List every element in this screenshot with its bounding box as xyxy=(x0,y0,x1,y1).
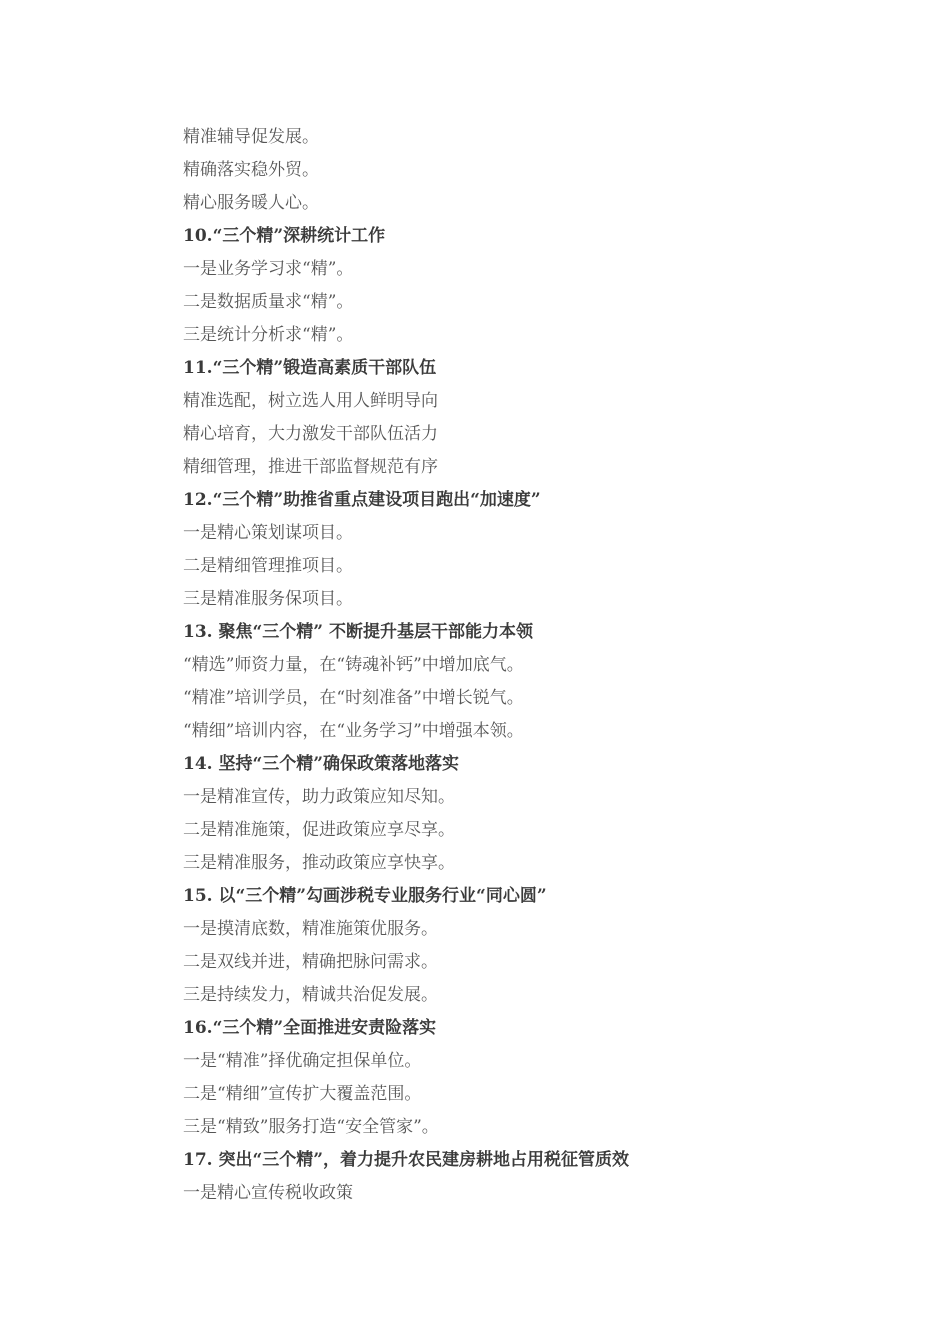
body-line: 精细管理，推进干部监督规范有序 xyxy=(183,457,438,477)
body-line: 二是双线并进，精确把脉问需求。 xyxy=(183,952,438,972)
section-heading: 16.“三个精”全面推进安责险落实 xyxy=(183,1018,437,1038)
document-body xyxy=(183,121,883,1210)
body-line: 二是精准施策，促进政策应享尽享。 xyxy=(183,820,455,840)
body-line: 一是摸清底数，精准施策优服务。 xyxy=(183,919,438,939)
body-line: 二是精细管理推项目。 xyxy=(183,556,353,576)
body-line: 一是精心策划谋项目。 xyxy=(183,523,353,543)
body-line: 二是“精细”宣传扩大覆盖范围。 xyxy=(183,1084,422,1104)
section-heading: 11.“三个精”锻造高素质干部队伍 xyxy=(183,358,437,378)
body-line: 三是精准服务，推动政策应享快享。 xyxy=(183,853,455,873)
body-line: 一是“精准”择优确定担保单位。 xyxy=(183,1051,422,1071)
body-line: 精心培育，大力激发干部队伍活力 xyxy=(183,424,438,444)
section-heading: 13. 聚焦“三个精” 不断提升基层干部能力本领 xyxy=(183,622,533,642)
body-line: 精准选配，树立选人用人鲜明导向 xyxy=(183,391,438,411)
body-line: 一是精心宣传税收政策 xyxy=(183,1183,353,1203)
body-line: 精准辅导促发展。 xyxy=(183,127,319,147)
body-line: 三是统计分析求“精”。 xyxy=(183,325,354,345)
body-line: “精准”培训学员，在“时刻准备”中增长锐气。 xyxy=(183,688,524,708)
section-heading: 12.“三个精”助推省重点建设项目跑出“加速度” xyxy=(183,490,541,510)
section-heading: 14. 坚持“三个精”确保政策落地落实 xyxy=(183,754,460,774)
body-line: 精确落实稳外贸。 xyxy=(183,160,319,180)
body-line: 一是精准宣传，助力政策应知尽知。 xyxy=(183,787,455,807)
body-line: 三是精准服务保项目。 xyxy=(183,589,353,609)
body-line: 三是“精致”服务打造“安全管家”。 xyxy=(183,1117,439,1137)
body-line: 二是数据质量求“精”。 xyxy=(183,292,354,312)
body-line: “精细”培训内容，在“业务学习”中增强本领。 xyxy=(183,721,524,741)
body-line: 一是业务学习求“精”。 xyxy=(183,259,354,279)
body-line: 三是持续发力，精诚共治促发展。 xyxy=(183,985,438,1005)
section-heading: 15. 以“三个精”勾画涉税专业服务行业“同心圆” xyxy=(183,886,547,906)
section-heading: 17. 突出“三个精”，着力提升农民建房耕地占用税征管质效 xyxy=(183,1150,630,1170)
body-line: “精选”师资力量，在“铸魂补钙”中增加底气。 xyxy=(183,655,524,675)
section-heading: 10.“三个精”深耕统计工作 xyxy=(183,226,386,246)
body-line: 精心服务暖人心。 xyxy=(183,193,319,213)
